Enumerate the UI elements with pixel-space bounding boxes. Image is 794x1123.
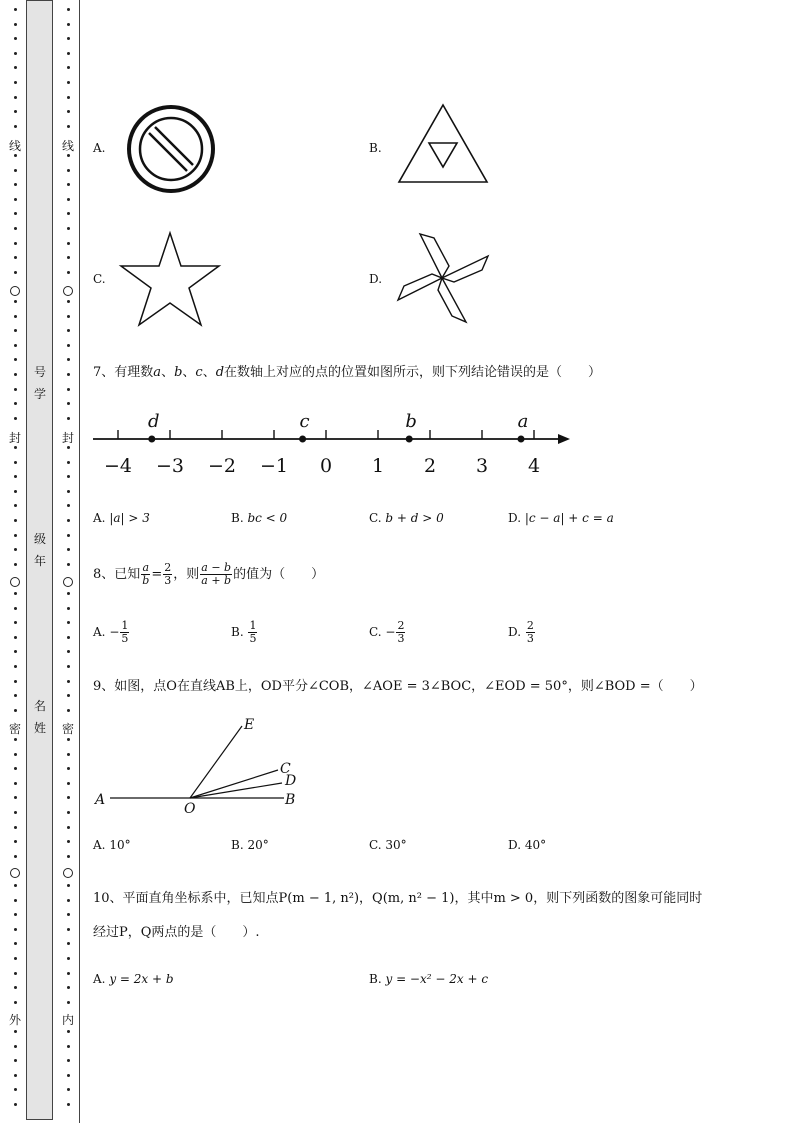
margin-dot	[67, 37, 70, 40]
margin-dot	[67, 650, 70, 653]
margin-dot	[67, 840, 70, 843]
margin-dot	[67, 271, 70, 274]
margin-dot	[67, 417, 70, 420]
margin-dot	[14, 402, 17, 405]
margin-dot	[67, 986, 70, 989]
margin-dot	[67, 329, 70, 332]
number-line-point-label: a	[517, 411, 529, 432]
margin-dot	[14, 680, 17, 683]
margin-dot	[67, 8, 70, 11]
margin-dot	[14, 636, 17, 639]
number-line-tick-label: 1	[371, 455, 385, 475]
margin-dot	[14, 972, 17, 975]
margin-dot	[67, 315, 70, 318]
margin-dot	[14, 855, 17, 858]
margin-dot	[14, 884, 17, 887]
margin-dotted-line-inner	[64, 0, 74, 1123]
margin-circle-mark	[10, 286, 20, 296]
number-line-point-a	[518, 436, 525, 443]
margin-dot	[67, 928, 70, 931]
margin-dot	[67, 256, 70, 259]
margin-dot	[67, 300, 70, 303]
point-d-label: D	[285, 773, 297, 789]
margin-dot	[67, 709, 70, 712]
q6-option-b-label: B.	[369, 141, 382, 155]
margin-dot	[14, 256, 17, 259]
margin-dot	[14, 753, 17, 756]
margin-dot	[14, 694, 17, 697]
margin-dot	[67, 388, 70, 391]
margin-dot	[67, 227, 70, 230]
margin-dot	[14, 315, 17, 318]
margin-dot	[14, 1088, 17, 1091]
margin-dot	[14, 446, 17, 449]
margin-dot	[14, 373, 17, 376]
margin-dot	[67, 373, 70, 376]
margin-label: 封	[61, 431, 74, 445]
margin-dot	[67, 563, 70, 566]
margin-dot	[14, 1074, 17, 1077]
margin-label: 内	[61, 1013, 74, 1027]
margin-dot	[67, 1059, 70, 1062]
number-line-tick-label: −1	[259, 455, 289, 475]
point-c-label: C	[280, 761, 291, 777]
margin-dot	[67, 913, 70, 916]
margin-dot	[14, 1059, 17, 1062]
margin-dot	[67, 665, 70, 668]
margin-dot	[14, 796, 17, 799]
margin-dot	[67, 1074, 70, 1077]
margin-dot	[67, 81, 70, 84]
margin-dot	[14, 840, 17, 843]
margin-dot	[67, 738, 70, 741]
number-line-tick-label: 0	[319, 455, 333, 475]
margin-dot	[67, 344, 70, 347]
question-7-text: 7、有理数a、b、c、d在数轴上对应的点的位置如图所示，则下列结论错误的是（ ）	[93, 365, 602, 380]
margin-dot	[67, 96, 70, 99]
student-info-field: 名 姓	[33, 699, 46, 735]
margin-circle-mark	[63, 286, 73, 296]
margin-dot	[67, 212, 70, 215]
margin-dot	[67, 66, 70, 69]
margin-dot	[14, 826, 17, 829]
margin-dot	[14, 329, 17, 332]
margin-dot	[14, 548, 17, 551]
number-line-tick-label: −4	[103, 455, 133, 475]
triangle-in-triangle-icon	[396, 102, 490, 186]
margin-dot	[14, 709, 17, 712]
margin-dot	[67, 855, 70, 858]
margin-dot	[14, 592, 17, 595]
margin-dot	[67, 607, 70, 610]
margin-dot	[14, 504, 17, 507]
number-line-point-d	[148, 436, 155, 443]
margin-dot	[14, 665, 17, 668]
margin-dot	[67, 125, 70, 128]
number-line-tick-label: −3	[155, 455, 185, 475]
question-10-line-1: 10、平面直角坐标系中，已知点P(m − 1, n²)，Q(m, n² − 1)，其中m > 0，则下列函数的图象可能同时	[93, 891, 703, 906]
q7-option-a: A. |a| > 3	[93, 511, 150, 525]
point-o-label: O	[184, 801, 196, 817]
margin-dot	[14, 271, 17, 274]
question-8-text: 8、已知 $\frac{a}{b}$ = $\frac{2}{3}$ ，则 $\frac{a - b}{a + b}$ 的值为（ ）	[93, 561, 325, 587]
q7-option-c: C. b + d > 0	[369, 511, 444, 525]
margin-dot	[67, 753, 70, 756]
q7-option-b: B. bc < 0	[231, 511, 288, 525]
margin-dot	[67, 811, 70, 814]
margin-label: 密	[61, 722, 74, 736]
q8-option-a: A. − $\frac{1}{5}$	[93, 619, 129, 645]
margin-dot	[14, 52, 17, 55]
number-line-point-label: b	[405, 411, 417, 432]
q6-option-d-label: D.	[369, 272, 383, 286]
margin-dot	[14, 66, 17, 69]
margin-circle-mark	[63, 577, 73, 587]
margin-dot	[14, 169, 17, 172]
margin-dot	[67, 154, 70, 157]
margin-label: 线	[61, 139, 74, 153]
margin-label: 密	[8, 722, 21, 736]
margin-dot	[14, 942, 17, 945]
margin-dot	[67, 52, 70, 55]
margin-label: 封	[8, 431, 21, 445]
number-line-tick-label: 3	[475, 455, 489, 475]
margin-dot	[14, 957, 17, 960]
margin-circle-mark	[10, 868, 20, 878]
margin-dot	[14, 212, 17, 215]
margin-dot	[14, 125, 17, 128]
margin-dot	[14, 650, 17, 653]
margin-dot	[14, 227, 17, 230]
q9-option-d: D. 40°	[508, 838, 547, 852]
q9-option-b: B. 20°	[231, 838, 269, 852]
q8-option-c: C. − $\frac{2}{3}$	[369, 619, 405, 645]
margin-label: 外	[8, 1013, 21, 1027]
margin-dot	[14, 899, 17, 902]
no-entry-icon	[125, 103, 217, 195]
question-9-text: 9、如图，点O在直线AB上，OD平分∠COB，∠AOE = 3∠BOC，∠EOD = 50°，则∠BOD =（ ）	[93, 679, 703, 694]
margin-dot	[67, 461, 70, 464]
margin-dot	[67, 110, 70, 113]
number-line-tick-label: 4	[527, 455, 541, 475]
margin-dot	[67, 169, 70, 172]
margin-dot	[67, 1103, 70, 1106]
margin-dot	[14, 388, 17, 391]
margin-dot	[67, 767, 70, 770]
q7-option-d: D. |c − a| + c = a	[508, 511, 614, 525]
margin-dot	[14, 96, 17, 99]
margin-dot	[14, 300, 17, 303]
margin-dot	[14, 417, 17, 420]
margin-dot	[14, 986, 17, 989]
margin-label: 线	[8, 139, 21, 153]
number-line-point-label: c	[299, 411, 310, 432]
q9-option-a: A. 10°	[93, 838, 131, 852]
margin-dot	[67, 23, 70, 26]
margin-dot	[14, 461, 17, 464]
margin-dot	[67, 534, 70, 537]
margin-dot	[67, 694, 70, 697]
number-line-point-c	[299, 436, 306, 443]
margin-dot	[14, 242, 17, 245]
margin-dot	[14, 782, 17, 785]
margin-dot	[67, 957, 70, 960]
margin-dot	[67, 475, 70, 478]
number-line	[88, 405, 578, 475]
margin-dot	[67, 446, 70, 449]
margin-border-line	[79, 0, 80, 1123]
question-10-line-2: 经过P，Q两点的是（ ）.	[93, 925, 260, 940]
q6-option-a-label: A.	[93, 141, 106, 155]
number-line-point-b	[406, 436, 413, 443]
point-a-label: A	[95, 792, 106, 808]
q8-option-d: D. $\frac{2}{3}$	[508, 619, 534, 645]
number-line-tick-label: −2	[207, 455, 237, 475]
margin-dot	[67, 592, 70, 595]
margin-dot	[67, 942, 70, 945]
margin-dot	[67, 621, 70, 624]
margin-dot	[14, 738, 17, 741]
number-line-point-label: d	[148, 411, 160, 432]
margin-dot	[67, 1088, 70, 1091]
student-info-field: 号 学	[33, 365, 46, 401]
pinwheel-icon	[394, 228, 494, 328]
angle-figure	[92, 712, 312, 818]
margin-dot	[67, 504, 70, 507]
margin-dot	[67, 242, 70, 245]
margin-dot	[14, 154, 17, 157]
margin-dot	[67, 796, 70, 799]
margin-dot	[14, 8, 17, 11]
margin-dot	[67, 972, 70, 975]
margin-dot	[14, 23, 17, 26]
margin-dot	[67, 402, 70, 405]
margin-dot	[67, 548, 70, 551]
margin-dot	[67, 358, 70, 361]
margin-dot	[67, 680, 70, 683]
margin-dot	[14, 110, 17, 113]
margin-dot	[67, 519, 70, 522]
margin-dot	[14, 490, 17, 493]
margin-dot	[67, 782, 70, 785]
margin-dot	[67, 198, 70, 201]
margin-dot	[14, 1030, 17, 1033]
margin-dot	[67, 884, 70, 887]
margin-dot	[14, 928, 17, 931]
point-b-label: B	[285, 792, 296, 808]
margin-circle-mark	[10, 577, 20, 587]
margin-dot	[14, 81, 17, 84]
margin-dot	[14, 183, 17, 186]
margin-dot	[14, 37, 17, 40]
margin-dot	[14, 811, 17, 814]
margin-dot	[14, 607, 17, 610]
student-info-field: 级 年	[33, 532, 46, 568]
point-e-label: E	[244, 717, 255, 733]
margin-dot	[67, 826, 70, 829]
margin-dot	[14, 344, 17, 347]
margin-dot	[14, 519, 17, 522]
margin-dot	[67, 490, 70, 493]
margin-dot	[67, 899, 70, 902]
margin-dot	[67, 636, 70, 639]
q8-option-b: B. $\frac{1}{5}$	[231, 619, 257, 645]
margin-circle-mark	[63, 868, 73, 878]
margin-dot	[14, 534, 17, 537]
margin-dot	[67, 1030, 70, 1033]
number-line-tick-label: 2	[423, 455, 437, 475]
margin-dotted-line-outer	[11, 0, 21, 1123]
margin-dot	[14, 621, 17, 624]
margin-dot	[14, 198, 17, 201]
margin-dot	[14, 913, 17, 916]
q10-option-b: B. y = −x² − 2x + c	[369, 972, 489, 986]
margin-dot	[14, 358, 17, 361]
margin-dot	[14, 475, 17, 478]
margin-dot	[67, 1045, 70, 1048]
margin-dot	[14, 1103, 17, 1106]
q10-option-a: A. y = 2x + b	[93, 972, 174, 986]
q9-option-c: C. 30°	[369, 838, 407, 852]
margin-dot	[14, 767, 17, 770]
margin-dot	[14, 563, 17, 566]
margin-dot	[14, 1045, 17, 1048]
margin-dot	[14, 1001, 17, 1004]
margin-dot	[67, 183, 70, 186]
q6-option-c-label: C.	[93, 272, 106, 286]
star-icon	[118, 229, 222, 329]
margin-dot	[67, 1001, 70, 1004]
